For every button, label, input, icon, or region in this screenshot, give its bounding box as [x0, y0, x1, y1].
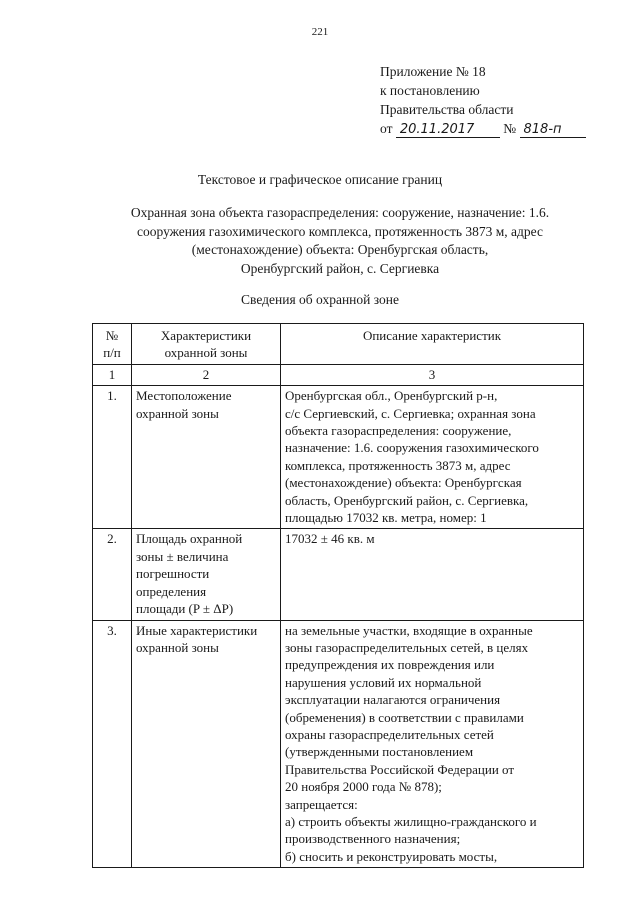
numbering-cell: 2 — [132, 364, 281, 385]
row-number: 2. — [93, 529, 132, 620]
table-numbering-row — [93, 364, 584, 385]
appendix-block — [380, 62, 586, 138]
zone-info-table — [92, 323, 584, 868]
document-title: Текстовое и графическое описание границ — [197, 172, 443, 187]
row-characteristic: Площадь охранной зоны ± величина погрешности определения площади (P ± ΔP) — [132, 529, 281, 620]
subtitle-line: (местонахождение) объекта: Оренбургская область, — [191, 242, 489, 257]
appendix-line-1: Приложение № 18 — [380, 64, 486, 79]
subtitle-line: Охранная зона объекта газораспределения: сооружение, назначение: 1.6. — [130, 205, 550, 220]
document-subtitle — [100, 204, 580, 278]
handwritten-number: 818-п — [520, 123, 586, 138]
table-row — [93, 386, 584, 529]
subtitle-line: Оренбургский район, с. Сергиевка — [240, 260, 440, 276]
header-col-characteristics: Характеристики охранной зоны — [132, 324, 281, 365]
header-col-number: № п/п — [93, 324, 132, 365]
row-description: Оренбургская обл., Оренбургский р-н, с/с Сергиевский, с. Сергиевка; охранная зона объекта газораспределения: сооружение, назначение: 1.6. сооружения газохимического комплекса, протяженность 3873 м, адрес (местонахождение) объекта: Оренбургская область, Оренбургский район, с. Сергиевка, площадью 17032 кв. метра, номер: 1 — [281, 386, 584, 529]
number-label: № — [503, 121, 517, 136]
from-label: от — [380, 121, 393, 136]
subtitle-line: сооружения газохимического комплекса, протяженность 3873 м, адрес — [137, 223, 543, 239]
appendix-date-line — [380, 119, 586, 138]
numbering-cell: 3 — [281, 364, 584, 385]
row-description: на земельные участки, входящие в охранные зоны газораспределительных сетей, в целях предупреждения их повреждения или нарушения условий их нормальной эксплуатации налагаются ограничения (обременения) в соответствии с правилами охраны газораспределительных сетей (утвержденными постановлением Правительства Российской Федерации от 20 ноября 2000 года № 878); запрещается: а) строить объекты жилищно-гражданского и производственного назначения; б) сносить и реконструировать мосты, — [281, 620, 584, 868]
header-col-description: Описание характеристик — [281, 324, 584, 365]
row-characteristic: Иные характеристики охранной зоны — [132, 620, 281, 868]
appendix-line-2: к постановлению — [380, 83, 480, 98]
table-header-row — [93, 324, 584, 365]
row-description: 17032 ± 46 кв. м — [281, 529, 584, 620]
handwritten-date: 20.11.2017 — [396, 123, 500, 138]
section-title: Сведения об охранной зоне — [241, 292, 399, 307]
numbering-cell: 1 — [93, 364, 132, 385]
appendix-line-3: Правительства области — [380, 102, 514, 117]
table-row — [93, 620, 584, 868]
row-number: 1. — [93, 386, 132, 529]
page-number: 221 — [311, 26, 329, 38]
table-row — [93, 529, 584, 620]
row-number: 3. — [93, 620, 132, 868]
row-characteristic: Местоположение охранной зоны — [132, 386, 281, 529]
